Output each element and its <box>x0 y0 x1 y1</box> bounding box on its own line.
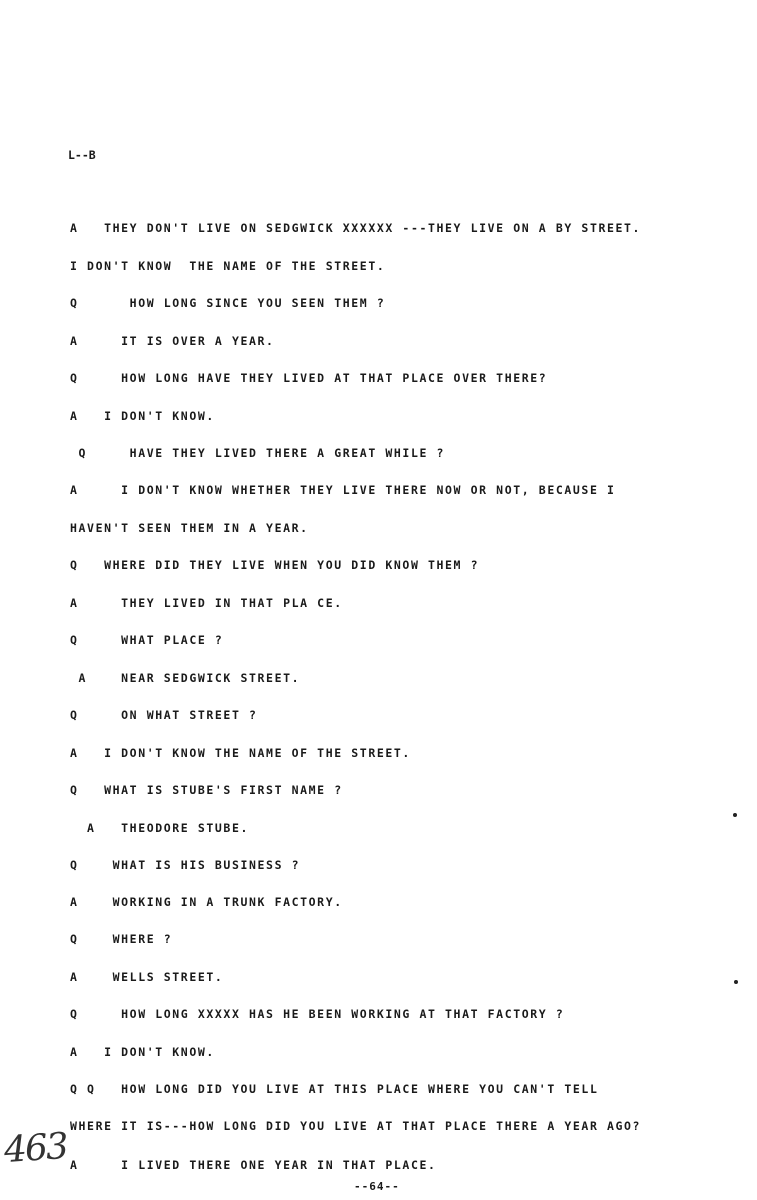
page-number: --64-- <box>354 1180 400 1193</box>
transcript-line: WHERE IT IS---HOW LONG DID YOU LIVE AT THAT PLACE THERE A YEAR AGO? <box>70 1119 642 1133</box>
transcript-line: Q HOW LONG HAVE THEY LIVED AT THAT PLACE OVER THERE? <box>70 371 548 385</box>
transcript-line: Q WHAT IS STUBE'S FIRST NAME ? <box>70 783 343 797</box>
transcript-line: A I DON'T KNOW THE NAME OF THE STREET. <box>70 746 411 760</box>
transcript-line: A THEY LIVED IN THAT PLA CE. <box>70 596 343 610</box>
transcript-line: Q WHERE ? <box>70 932 173 946</box>
transcript-line: Q WHAT IS HIS BUSINESS ? <box>70 858 301 872</box>
margin-mark <box>734 980 738 984</box>
transcript-line: A THEODORE STUBE. <box>70 821 249 835</box>
transcript-line: A WORKING IN A TRUNK FACTORY. <box>70 895 343 909</box>
transcript-line: A I DON'T KNOW WHETHER THEY LIVE THERE NOW OR NOT, BECAUSE I <box>70 483 616 497</box>
transcript-line: HAVEN'T SEEN THEM IN A YEAR. <box>70 521 309 535</box>
transcript-line: A WELLS STREET. <box>70 970 224 984</box>
transcript-line: Q HOW LONG XXXXX HAS HE BEEN WORKING AT THAT FACTORY ? <box>70 1007 565 1021</box>
transcript-line: Q Q HOW LONG DID YOU LIVE AT THIS PLACE WHERE YOU CAN'T TELL <box>70 1082 599 1096</box>
transcript-line: A IT IS OVER A YEAR. <box>70 334 275 348</box>
transcript-line: Q WHERE DID THEY LIVE WHEN YOU DID KNOW THEM ? <box>70 558 480 572</box>
transcript-line: Q HOW LONG SINCE YOU SEEN THEM ? <box>70 296 386 310</box>
transcript-line: Q ON WHAT STREET ? <box>70 708 258 722</box>
margin-mark <box>733 813 737 817</box>
transcript-line: A THEY DON'T LIVE ON SEDGWICK XXXXXX ---THEY LIVE ON A BY STREET. <box>70 221 642 235</box>
handwritten-page-number: 463 <box>2 1125 69 1172</box>
transcript-line: A I DON'T KNOW. <box>70 1045 215 1059</box>
transcript-line: A NEAR SEDGWICK STREET. <box>70 671 301 685</box>
transcript-line: A I DON'T KNOW. <box>70 409 215 423</box>
header-label: L--B <box>68 148 96 162</box>
transcript-line: A I LIVED THERE ONE YEAR IN THAT PLACE. <box>70 1158 437 1172</box>
transcript-line: I DON'T KNOW THE NAME OF THE STREET. <box>70 259 386 273</box>
transcript-line: Q HAVE THEY LIVED THERE A GREAT WHILE ? <box>70 446 446 460</box>
transcript-line: Q WHAT PLACE ? <box>70 633 224 647</box>
